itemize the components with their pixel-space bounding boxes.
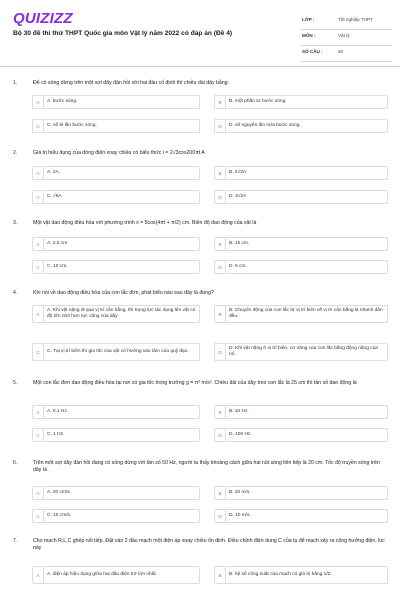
meta-value: Vật lý xyxy=(338,33,350,38)
option-key: C xyxy=(33,510,44,522)
option-b[interactable] xyxy=(214,486,388,500)
quizizz-logo: QUIZIZZ xyxy=(13,10,73,27)
option-key: B xyxy=(215,306,226,322)
option-text: B. 20 m/s. xyxy=(229,490,251,496)
option-key: B xyxy=(215,406,226,418)
question-number: 7. xyxy=(13,538,18,544)
option-c[interactable] xyxy=(32,260,200,274)
question-text: Giá trị hiệu dụng của dòng điện xoay chiều có biểu thức i = 2√3cos200πt A xyxy=(33,150,205,156)
option-text: B. 2√3A xyxy=(229,170,247,176)
meta-label: SỐ CÂU : xyxy=(302,49,323,54)
question-number: 1. xyxy=(13,80,18,86)
option-text: A. điện áp hiệu dụng giữa hai đầu điện trở lớn nhất. xyxy=(47,572,158,578)
question-text: Để có sóng dừng trên một sợi dây đàn hồi với hai đầu cố định thì chiều dài dây bằng: xyxy=(33,80,229,86)
meta-value: 40 xyxy=(338,49,344,54)
option-d[interactable] xyxy=(214,190,388,204)
question-number: 6. xyxy=(13,460,18,466)
option-text: A. 20 cm/s. xyxy=(47,490,71,496)
option-text: B. Chuyển động của con lắc từ vị trí biên về vị trí cân bằng là nhanh dần đều. xyxy=(229,308,383,319)
option-text: A. Khi vật nặng đi qua vị trí cân bằng, thì trọng lực tác dụng lên vật có độ lớn nhỏ hơn lực căng của dây xyxy=(47,308,196,319)
option-d[interactable] xyxy=(214,509,388,523)
option-key: A xyxy=(33,96,44,108)
option-text: D. 10 m/s. xyxy=(229,513,251,519)
option-c[interactable] xyxy=(32,190,200,204)
option-key: C xyxy=(33,120,44,132)
option-c[interactable] xyxy=(32,509,200,523)
option-a[interactable] xyxy=(32,405,200,419)
option-text: D. 5 cm. xyxy=(229,264,247,270)
option-b[interactable] xyxy=(214,237,388,251)
option-key: D xyxy=(215,344,226,360)
option-a[interactable] xyxy=(32,166,200,180)
page-title: Bộ 30 đề thi thử THPT Quốc gia môn Vật lý năm 2022 có đáp án (Đề 4) xyxy=(13,30,233,37)
meta-row-class xyxy=(300,14,392,30)
option-key: D xyxy=(215,261,226,273)
option-key: D xyxy=(215,429,226,441)
question-number: 5. xyxy=(13,380,18,386)
option-key: C xyxy=(33,429,44,441)
meta-row-subject xyxy=(300,30,392,46)
option-text: B. 15 cm. xyxy=(229,241,250,247)
option-key: B xyxy=(215,487,226,499)
option-key: A xyxy=(33,167,44,179)
option-text: C. 1 Hz. xyxy=(47,432,65,438)
meta-row-count xyxy=(300,46,392,62)
option-a[interactable] xyxy=(32,305,200,323)
option-text: B. một phần tư bước sóng. xyxy=(229,99,287,105)
option-key: C xyxy=(33,261,44,273)
option-text: C. √6A xyxy=(47,194,62,200)
option-key: D xyxy=(215,510,226,522)
option-b[interactable] xyxy=(214,166,388,180)
option-key: A xyxy=(33,406,44,418)
question-number: 2. xyxy=(13,150,18,156)
meta-label: MÔN : xyxy=(302,33,316,38)
option-key: C xyxy=(33,191,44,203)
option-text: C. Tại vị trí biên thì gia tốc của vật có hướng vào tâm của quỹ đạo. xyxy=(47,349,189,355)
option-text: D. Khi vật nặng ở vị trí biên, cơ năng của con lắc bằng động năng của nó. xyxy=(229,346,378,357)
option-text: B. hệ số công suất của mạch có giá trị bằng 1/2. xyxy=(229,572,332,578)
option-b[interactable] xyxy=(214,305,388,323)
question-text: Một vật dao động điều hòa với phương trình x = 5cos(4πt + π/2) cm. Biên độ dao động của vật là xyxy=(33,220,257,226)
option-key: B xyxy=(215,567,226,583)
option-c[interactable] xyxy=(32,428,200,442)
option-d[interactable] xyxy=(214,343,388,361)
meta-label: LỚP : xyxy=(302,17,315,22)
option-text: A. 2,5 cm. xyxy=(47,241,69,247)
meta-table xyxy=(300,14,392,62)
option-key: B xyxy=(215,167,226,179)
option-d[interactable] xyxy=(214,260,388,274)
option-c[interactable] xyxy=(32,119,200,133)
option-text: A. bước sóng. xyxy=(47,99,78,105)
option-text: C. 10 cm/s. xyxy=(47,513,72,519)
option-a[interactable] xyxy=(32,237,200,251)
option-d[interactable] xyxy=(214,119,388,133)
header xyxy=(0,0,400,62)
option-text: D. số nguyên lần nửa bước sóng. xyxy=(229,123,301,129)
option-key: A xyxy=(33,487,44,499)
option-text: B. 10 Hz. xyxy=(229,409,249,415)
option-a[interactable] xyxy=(32,486,200,500)
option-b[interactable] xyxy=(214,95,388,109)
option-key: C xyxy=(33,344,44,360)
option-key: B xyxy=(215,238,226,250)
option-text: D. 3√2A xyxy=(229,194,247,200)
option-key: B xyxy=(215,96,226,108)
option-key: A xyxy=(33,238,44,250)
option-key: A xyxy=(33,306,44,322)
meta-value: Tốt nghiệp THPT xyxy=(338,17,373,22)
option-b[interactable] xyxy=(214,405,388,419)
option-key: D xyxy=(215,191,226,203)
question-text: Cho mạch R,L,C ghép nối tiếp. Đặt vào 2 đầu mạch một điện áp xoay chiều ổn định. Điều chỉnh điện dung C của tụ để mạch xảy ra cộng hưởng điện, lúc này xyxy=(33,538,385,551)
option-key: D xyxy=(215,120,226,132)
option-key: A xyxy=(33,567,44,583)
option-a[interactable] xyxy=(32,95,200,109)
question-number: 4. xyxy=(13,290,18,296)
option-text: D. 100 Hz. xyxy=(229,432,252,438)
option-d[interactable] xyxy=(214,428,388,442)
option-a[interactable] xyxy=(32,566,200,584)
question-text: Khi nói về dao động điều hòa của con lắc đơn, phát biểu nào sau đây là đúng? xyxy=(33,290,214,296)
option-text: C. số lẻ lần bước sóng. xyxy=(47,123,97,129)
option-text: A. 0,1 Hz. xyxy=(47,409,69,415)
option-text: C. 10 cm. xyxy=(47,264,68,270)
option-text: A. 2A. xyxy=(47,170,61,176)
question-number: 3. xyxy=(13,220,18,226)
question-text: Một con lắc đơn dao động điều hòa tại nơi có gia tốc trọng trường g = π² m/s². Chiều dài của dây treo con lắc là 25 cm thì tần số dao động là xyxy=(33,380,357,386)
option-c[interactable] xyxy=(32,343,200,361)
option-b[interactable] xyxy=(214,566,388,584)
header-divider xyxy=(0,66,400,67)
question-text: Trên một sợi dây đàn hồi đang có sóng dừng với tần số 50 Hz, người ta thấy khoảng cách giữa hai nút sóng liên tiếp là 20 cm. Tốc độ truyền sóng trên dây là xyxy=(33,460,380,473)
